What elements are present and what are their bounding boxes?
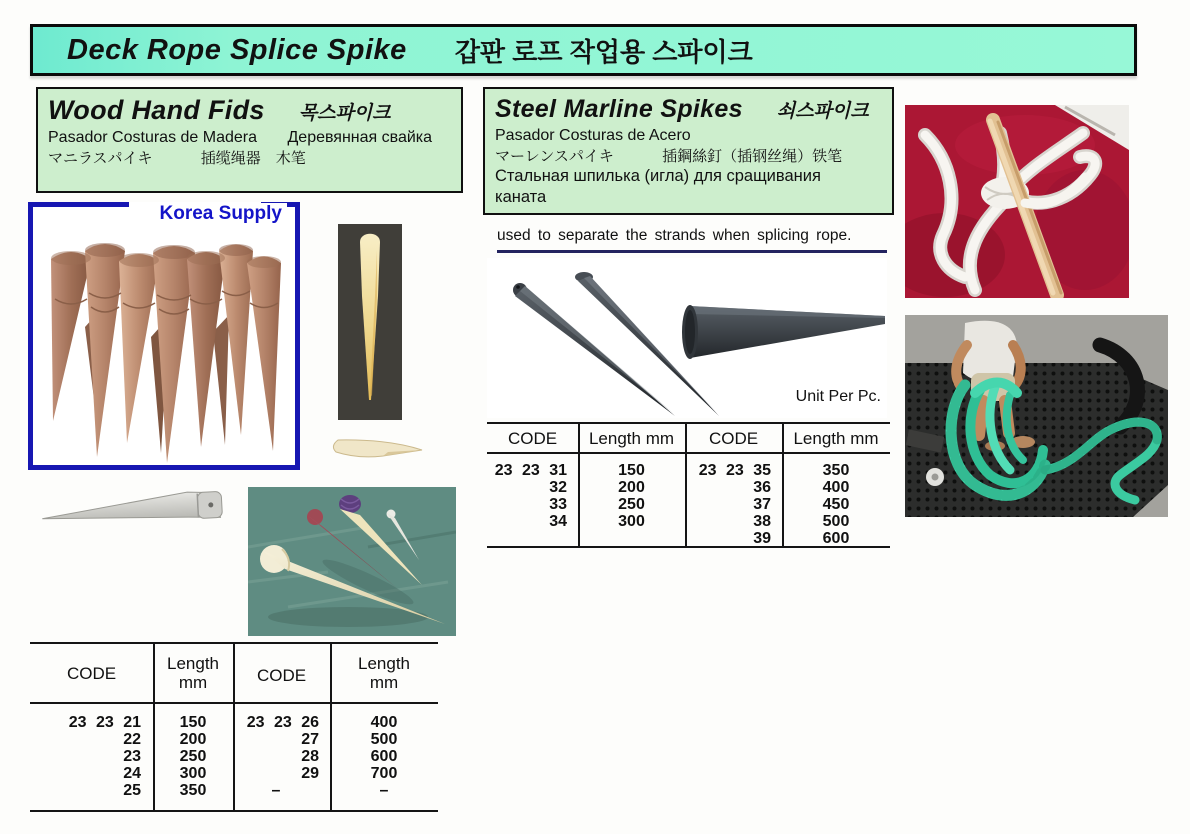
length-cell: 250 [618,496,645,513]
table-line [487,422,890,424]
wood-codes-left [30,714,141,799]
code-cell: 25 [123,782,141,799]
page-title-ko: 갑판 로프 작업용 스파이크 [454,36,753,67]
wood-header-code-right: CODE [256,666,307,685]
steel-lengths-right [782,462,890,547]
code-cell: 24 [123,765,141,782]
page-title-bar [30,24,1137,76]
colored-fids-photo [248,487,456,636]
wood-header-length-line1: Length [167,654,219,673]
code-cell: 23 23 31 [494,462,567,479]
code-cell: 37 [753,496,771,513]
wood-subtitle-ru: Деревянная свайка [287,129,433,147]
wood-lengths-right [330,714,438,799]
steel-title-ko: 쇠스파이크 [776,101,869,122]
wood-fids-table [30,642,438,814]
wood-fids-bundle-photo [33,207,295,465]
steel-subtitle-row-cjk [495,148,882,165]
length-cell: 400 [370,714,398,731]
code-cell: 22 [123,731,141,748]
steel-subtitle-ja: マーレンスパイキ [495,148,614,166]
wood-lengths-left [153,714,233,799]
steel-spikes-table [487,422,890,550]
code-cell: 33 [549,496,567,513]
code-cell: 27 [301,731,319,748]
steel-header-code-left: CODE [507,429,558,448]
code-cell: 32 [549,479,567,496]
length-cell: 500 [370,731,398,748]
code-cell-empty: – [271,782,281,799]
small-wood-fid-photo [328,428,428,462]
steel-lengths-left [578,462,685,530]
code-cell: 23 23 26 [246,714,319,731]
wood-header-length-line2: mm [369,673,399,692]
steel-header-length-left: Length mm [588,429,675,448]
green-rope-photo [905,315,1168,517]
length-cell: 350 [822,462,850,479]
wood-header-length-line1: Length [358,654,410,673]
length-cell: 200 [618,479,645,496]
length-cell: 300 [618,513,645,530]
steel-header-length-right: Length mm [793,429,879,448]
wood-header-length-right [330,654,438,692]
wood-subtitle-row-1 [48,129,451,147]
wood-header-length-line2: mm [178,673,208,692]
length-cell-empty: – [379,782,389,799]
code-cell: 34 [549,513,567,530]
rope-splicing-photo [905,105,1129,298]
steel-subtitle-ru-1: Стальная шпилька (игла) для сращивания [495,167,821,186]
steel-title-en: Steel Marline Spikes [495,95,743,123]
length-cell: 150 [618,462,645,479]
length-cell: 300 [179,765,207,782]
steel-subtitle-zh: 插鋼絲釘（插钢丝绳）铁笔 [662,148,843,166]
code-cell: 23 23 21 [68,714,141,731]
wood-header-length-left [153,654,233,692]
length-cell: 700 [370,765,398,782]
length-cell: 450 [822,496,850,513]
wood-codes-right [233,714,319,799]
page-title-en: Deck Rope Splice Spike [67,33,407,66]
wood-subtitle-es: Pasador Costuras de Madera [48,129,257,147]
code-cell: 39 [753,530,771,547]
code-cell: 28 [301,748,319,765]
code-cell: 38 [753,513,771,530]
single-wood-fid-photo [338,224,402,420]
steel-section-header [483,87,894,215]
table-line [487,452,890,454]
length-cell: 600 [370,748,398,765]
wood-title-ko: 목스파이크 [298,103,391,124]
gray-fid-photo [37,483,229,538]
usage-note: used to separate the strands when splicing rope. [497,227,852,244]
length-cell: 600 [822,530,850,547]
wood-subtitle-row-2 [48,150,451,167]
length-cell: 400 [822,479,850,496]
wood-header-code-left: CODE [66,664,117,683]
wood-title-en: Wood Hand Fids [48,95,265,125]
code-cell: 29 [301,765,319,782]
usage-underline [497,250,887,253]
code-cell: 36 [753,479,771,496]
steel-header-code-right: CODE [708,429,759,448]
wood-subtitle-ja: マニラスパイキ [48,150,153,168]
length-cell: 500 [822,513,850,530]
wood-subtitle-zh: 插缆绳器 木笔 [200,150,306,168]
unit-per-pc-label: Unit Per Pc. [795,388,881,405]
length-cell: 150 [179,714,207,731]
steel-subtitle-es: Pasador Costuras de Acero [495,126,691,144]
length-cell: 200 [179,731,207,748]
length-cell: 350 [179,782,207,799]
steel-codes-right [685,462,771,547]
length-cell: 250 [179,748,207,765]
wood-fids-photo-frame [28,202,300,470]
steel-subtitle-ru-2: каната [495,188,547,207]
code-cell: 23 23 35 [698,462,771,479]
steel-codes-left [487,462,567,530]
wood-section-header [36,87,463,193]
code-cell: 23 [123,748,141,765]
korea-supply-label: Korea Supply [155,203,287,227]
